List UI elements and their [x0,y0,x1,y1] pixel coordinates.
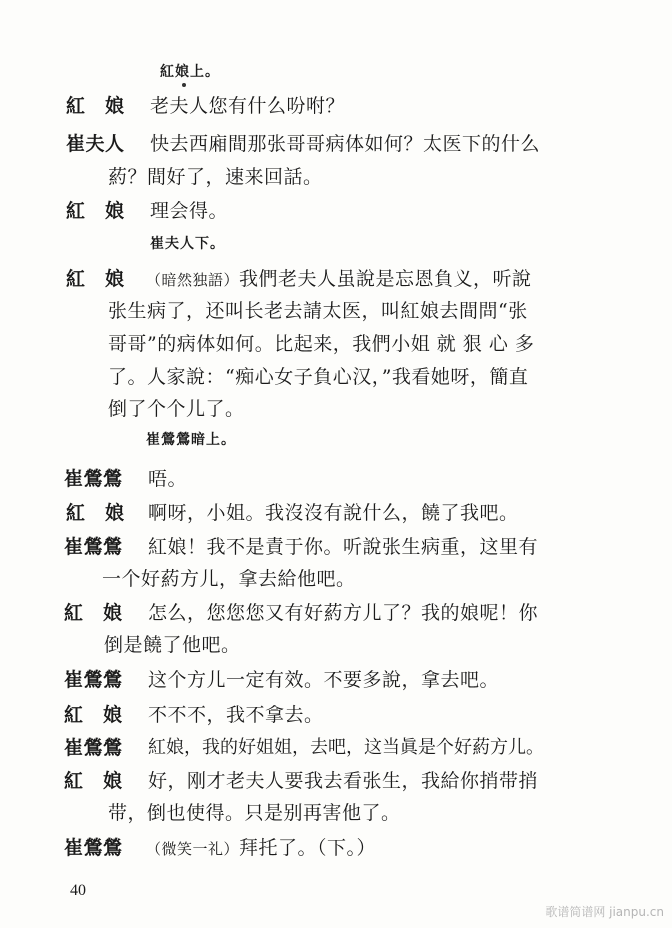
speaker-label: 紅 娘 [66,268,125,290]
dialogue-line: 老夫人您有什么吩咐？ [150,95,346,117]
speaker-label: 崔鶯鶯 [64,737,123,759]
speaker-label: 崔鶯鶯 [64,468,123,490]
speaker-label: 紅 娘 [66,200,125,222]
dialogue-text: 拜托了。（下。） [239,837,377,859]
dialogue-line: 怎么，您您您又有好葯方儿了？我的娘呢！你 [148,602,539,624]
speaker-label: 紅 娘 [66,95,125,117]
dialogue-line: 葯？間好了，速来回話。 [108,166,323,188]
stage-aside: （微笑一礼） [146,840,240,858]
dialogue-line: 一个好葯方儿，拿去給他吧。 [102,568,356,590]
monologue-line: 了。人家說：“痴心女子負心汉，”我看她呀，簡直 [108,366,529,388]
dialogue-line: 唔。 [148,468,188,490]
speaker-label: 崔鶯鶯 [64,669,123,691]
speaker-label: 紅 娘 [64,704,123,726]
dialogue-line: 好，刚才老夫人要我去看张生，我給你捎带捎 [148,770,539,792]
monologue-line: 倒了个个儿了。 [108,398,245,420]
dialogue-line: 啊呀，小姐。我沒沒有說什么，饒了我吧。 [148,502,519,524]
stage-direction: 崔夫人下。 [150,236,225,252]
speaker-label: 崔夫人 [66,133,125,155]
monologue-first-line [146,266,532,293]
dialogue-line: 快去西廂間那张哥哥病体如何？太医下的什么 [150,133,541,155]
monologue-line: 哥哥”的病体如何。比起来，我們小姐 就 狠 心 多 [108,333,535,355]
dialogue-line: 这个方儿一定有效。不要多說，拿去吧。 [148,669,500,691]
dialogue-line: 紅娘！我不是責于你。听說张生病重，这里有 [148,536,539,558]
speaker-label: 崔鶯鶯 [64,536,123,558]
monologue-line: 张生病了，还叫长老去請太医，叫紅娘去間問“张 [108,300,528,322]
speaker-label: 崔鶯鶯 [64,837,123,859]
dialogue-line: 理会得。 [150,200,229,222]
emphasis-dot [182,83,186,87]
dialogue-line: 紅娘，我的好姐姐，去吧，这当眞是个好葯方儿。 [148,737,544,758]
monologue-text: 我們老夫人虽說是忘恩負义，听說 [239,268,532,290]
stage-direction: 紅娘上。 [160,64,220,80]
watermark-text: 歌谱简谱网 jianpu.cn [545,905,664,919]
speaker-label: 紅 娘 [64,602,123,624]
speaker-label: 紅 娘 [66,502,125,524]
stage-direction: 崔鶯鶯暗上。 [146,432,236,448]
dialogue-line: 倒是饒了他吧。 [104,634,241,656]
dialogue-line: 不不不，我不拿去。 [148,704,324,726]
dialogue-line: 带，倒也使得。只是别再害他了。 [108,802,401,824]
dialogue-last-line [146,835,376,862]
stage-aside: （暗然独語） [146,271,240,289]
page-number: 40 [70,882,86,899]
speaker-label: 紅 娘 [64,770,123,792]
